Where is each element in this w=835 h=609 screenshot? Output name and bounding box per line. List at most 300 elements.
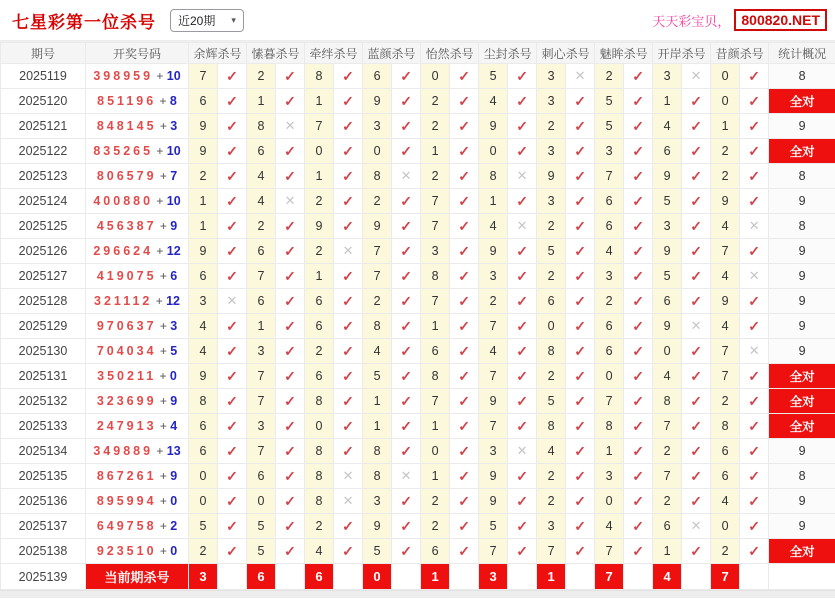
kill-number-cell: 2 — [595, 289, 624, 314]
chevron-down-icon: ▾ — [231, 14, 236, 25]
kill-number-cell: 5 — [537, 239, 566, 264]
kill-result-cell — [392, 239, 421, 264]
kill-number-cell: 8 — [711, 414, 740, 439]
kill-result-cell — [508, 64, 537, 89]
column-header-kill-7: 刺心杀号 — [537, 43, 595, 64]
kill-number-cell: 0 — [247, 489, 276, 514]
check-icon: ✓ — [400, 517, 412, 534]
check-icon: ✓ — [284, 167, 296, 184]
kill-result-cell — [334, 239, 363, 264]
check-icon: ✓ — [690, 342, 702, 359]
promo-area — [652, 9, 827, 31]
kill-number-cell: 1 — [305, 264, 334, 289]
draw-numbers-cell — [86, 514, 189, 539]
kill-result-cell — [624, 539, 653, 564]
plus-sign: + — [152, 294, 167, 308]
check-icon: ✓ — [458, 192, 470, 209]
cross-icon: ✕ — [690, 518, 702, 533]
kill-result-cell — [334, 214, 363, 239]
check-icon: ✓ — [574, 467, 586, 484]
draw-numbers-cell — [86, 164, 189, 189]
kill-number-cell: 4 — [363, 339, 392, 364]
current-kill-number-cell: 6 — [247, 564, 276, 590]
stat-cell: 9 — [769, 114, 835, 139]
kill-number-cell: 4 — [479, 89, 508, 114]
kill-result-cell — [392, 389, 421, 414]
kill-number-cell: 2 — [537, 114, 566, 139]
main-numbers: 867261 — [96, 469, 157, 483]
kill-number-cell: 1 — [421, 464, 450, 489]
check-icon: ✓ — [284, 442, 296, 459]
kill-result-cell — [624, 439, 653, 464]
kill-number-cell: 0 — [595, 489, 624, 514]
check-icon: ✓ — [748, 167, 761, 184]
kill-result-cell — [450, 264, 479, 289]
top-bar — [0, 0, 835, 42]
stat-cell: 全对 — [769, 389, 835, 414]
kill-number-cell: 2 — [421, 89, 450, 114]
bonus-number: 10 — [166, 144, 181, 158]
kill-result-cell — [218, 489, 247, 514]
bonus-number: 0 — [170, 494, 178, 508]
kill-number-cell: 9 — [479, 239, 508, 264]
kill-number-cell: 8 — [421, 264, 450, 289]
check-icon: ✓ — [516, 467, 528, 484]
kill-number-cell: 8 — [305, 389, 334, 414]
kill-result-cell — [334, 164, 363, 189]
check-icon: ✓ — [226, 492, 238, 509]
check-icon: ✓ — [284, 517, 296, 534]
kill-number-cell: 2 — [189, 164, 218, 189]
kill-result-cell — [218, 239, 247, 264]
check-icon: ✓ — [748, 442, 761, 459]
period-cell: 2025138 — [1, 539, 86, 564]
column-header-kill-4: 蓝颜杀号 — [363, 43, 421, 64]
column-header-kill-3: 牵绊杀号 — [305, 43, 363, 64]
check-icon: ✓ — [632, 92, 644, 109]
check-icon: ✓ — [342, 392, 354, 409]
check-icon: ✓ — [574, 542, 586, 559]
check-icon: ✓ — [226, 542, 238, 559]
kill-number-cell: 1 — [421, 414, 450, 439]
period-cell: 2025126 — [1, 239, 86, 264]
period-range-value: 近20期 — [178, 13, 216, 28]
check-icon: ✓ — [574, 142, 586, 159]
table-row — [1, 264, 835, 289]
kill-result-cell — [392, 539, 421, 564]
period-cell: 2025124 — [1, 189, 86, 214]
check-icon: ✓ — [284, 267, 296, 284]
kill-number-cell: 3 — [247, 414, 276, 439]
kill-result-cell — [334, 364, 363, 389]
check-icon: ✓ — [226, 192, 238, 209]
check-icon: ✓ — [632, 67, 644, 84]
check-icon: ✓ — [690, 417, 702, 434]
kill-number-cell: 4 — [479, 339, 508, 364]
kill-result-cell — [508, 89, 537, 114]
period-cell: 2025139 — [1, 564, 86, 590]
plus-sign: + — [156, 494, 171, 508]
kill-number-cell: 7 — [247, 439, 276, 464]
kill-result-cell — [740, 314, 769, 339]
kill-result-cell — [218, 64, 247, 89]
kill-number-cell: 3 — [537, 139, 566, 164]
kill-result-cell — [682, 464, 711, 489]
plus-sign: + — [156, 419, 171, 433]
check-icon: ✓ — [632, 167, 644, 184]
kill-number-cell: 8 — [247, 114, 276, 139]
check-icon: ✓ — [632, 542, 644, 559]
kill-number-cell: 6 — [595, 339, 624, 364]
period-cell: 2025129 — [1, 314, 86, 339]
kill-number-cell: 2 — [537, 364, 566, 389]
cross-icon: ✕ — [748, 343, 760, 358]
kill-number-cell: 9 — [363, 214, 392, 239]
kill-result-cell — [682, 64, 711, 89]
kill-result-cell — [508, 439, 537, 464]
draw-numbers-cell — [86, 64, 189, 89]
check-icon: ✓ — [458, 317, 470, 334]
kill-result-cell — [508, 239, 537, 264]
kill-result-cell — [334, 514, 363, 539]
kill-result-cell — [740, 389, 769, 414]
kill-result-cell — [682, 214, 711, 239]
cross-icon: ✕ — [342, 493, 354, 508]
check-icon: ✓ — [690, 142, 702, 159]
check-icon: ✓ — [574, 342, 586, 359]
bonus-number: 7 — [170, 169, 178, 183]
kill-number-cell: 2 — [305, 189, 334, 214]
kill-number-cell: 2 — [711, 164, 740, 189]
check-icon: ✓ — [400, 117, 412, 134]
kill-number-cell: 7 — [421, 289, 450, 314]
kill-number-cell: 2 — [653, 439, 682, 464]
kill-result-cell — [218, 139, 247, 164]
kill-number-cell: 5 — [595, 89, 624, 114]
table-row — [1, 539, 835, 564]
kill-result-cell — [508, 514, 537, 539]
kill-number-cell: 2 — [537, 214, 566, 239]
kill-number-cell: 9 — [189, 364, 218, 389]
check-icon: ✓ — [342, 442, 354, 459]
check-icon: ✓ — [458, 542, 470, 559]
check-icon: ✓ — [516, 367, 528, 384]
kill-result-cell — [624, 389, 653, 414]
check-icon: ✓ — [226, 167, 238, 184]
check-icon: ✓ — [226, 117, 238, 134]
kill-number-cell: 6 — [653, 289, 682, 314]
kill-number-cell: 4 — [595, 514, 624, 539]
check-icon: ✓ — [516, 67, 528, 84]
bonus-number: 9 — [170, 469, 178, 483]
plus-sign: + — [156, 394, 171, 408]
kill-result-cell — [334, 414, 363, 439]
check-icon: ✓ — [574, 242, 586, 259]
check-icon: ✓ — [400, 142, 412, 159]
kill-result-cell — [392, 214, 421, 239]
kill-number-cell: 6 — [363, 64, 392, 89]
kill-number-cell: 0 — [479, 139, 508, 164]
kill-result-cell — [682, 489, 711, 514]
column-header-period: 期号 — [1, 43, 86, 64]
empty-cell — [276, 564, 305, 590]
kill-result-cell — [682, 514, 711, 539]
period-cell: 2025137 — [1, 514, 86, 539]
kill-number-cell: 7 — [247, 364, 276, 389]
kill-number-cell: 5 — [479, 514, 508, 539]
kill-result-cell — [276, 189, 305, 214]
table-row — [1, 239, 835, 264]
check-icon: ✓ — [284, 92, 296, 109]
kill-result-cell — [450, 64, 479, 89]
kill-number-cell: 9 — [479, 389, 508, 414]
period-range-select[interactable] — [170, 9, 244, 32]
check-icon: ✓ — [748, 542, 761, 559]
kill-number-cell: 8 — [363, 164, 392, 189]
check-icon: ✓ — [632, 317, 644, 334]
kill-number-cell: 1 — [305, 164, 334, 189]
main-numbers: 323699 — [96, 394, 157, 408]
kill-result-cell — [566, 139, 595, 164]
kill-result-cell — [334, 139, 363, 164]
kill-result-cell — [218, 514, 247, 539]
kill-result-cell — [740, 489, 769, 514]
check-icon: ✓ — [690, 542, 702, 559]
plus-sign: + — [156, 344, 171, 358]
kill-result-cell — [450, 464, 479, 489]
kill-result-cell — [450, 514, 479, 539]
stat-cell: 全对 — [769, 89, 835, 114]
check-icon: ✓ — [284, 417, 296, 434]
kill-number-cell: 8 — [305, 489, 334, 514]
kill-number-cell: 4 — [479, 214, 508, 239]
kill-number-cell: 3 — [479, 264, 508, 289]
kill-result-cell — [218, 189, 247, 214]
check-icon: ✓ — [458, 292, 470, 309]
kill-result-cell — [624, 189, 653, 214]
check-icon: ✓ — [748, 392, 761, 409]
stat-cell: 9 — [769, 264, 835, 289]
kill-result-cell — [566, 239, 595, 264]
check-icon: ✓ — [226, 342, 238, 359]
kill-result-cell — [276, 464, 305, 489]
bonus-number: 3 — [170, 119, 178, 133]
kill-result-cell — [624, 489, 653, 514]
kill-number-cell: 0 — [537, 314, 566, 339]
cross-icon: ✕ — [284, 118, 296, 133]
check-icon: ✓ — [284, 67, 296, 84]
main-numbers: 419075 — [96, 269, 157, 283]
kill-result-cell — [218, 439, 247, 464]
main-numbers: 835265 — [93, 144, 154, 158]
kill-number-cell: 7 — [653, 464, 682, 489]
kill-number-cell: 9 — [189, 139, 218, 164]
kill-number-cell: 6 — [189, 439, 218, 464]
kill-number-cell: 1 — [421, 314, 450, 339]
kill-result-cell — [450, 189, 479, 214]
kill-result-cell — [334, 289, 363, 314]
kill-number-cell: 5 — [479, 64, 508, 89]
kill-number-cell: 7 — [421, 214, 450, 239]
check-icon: ✓ — [632, 117, 644, 134]
check-icon: ✓ — [690, 117, 702, 134]
kill-result-cell — [682, 539, 711, 564]
kill-number-cell: 1 — [653, 539, 682, 564]
check-icon: ✓ — [748, 142, 761, 159]
table-row — [1, 314, 835, 339]
kill-result-cell — [450, 289, 479, 314]
check-icon: ✓ — [748, 117, 761, 134]
kill-number-cell: 4 — [711, 489, 740, 514]
kill-result-cell — [276, 239, 305, 264]
kill-result-cell — [218, 89, 247, 114]
kill-number-cell: 8 — [363, 314, 392, 339]
kill-result-cell — [624, 164, 653, 189]
kill-number-cell: 5 — [247, 514, 276, 539]
kill-number-cell: 2 — [189, 539, 218, 564]
kill-result-cell — [624, 64, 653, 89]
check-icon: ✓ — [748, 92, 761, 109]
kill-number-cell: 2 — [595, 64, 624, 89]
main-numbers: 247913 — [96, 419, 157, 433]
kill-result-cell — [450, 114, 479, 139]
kill-result-cell — [392, 314, 421, 339]
kill-number-cell: 9 — [189, 114, 218, 139]
check-icon: ✓ — [400, 342, 412, 359]
empty-cell — [682, 564, 711, 590]
period-cell: 2025120 — [1, 89, 86, 114]
check-icon: ✓ — [400, 417, 412, 434]
table-header-row — [1, 43, 835, 64]
kill-number-cell: 5 — [247, 539, 276, 564]
kill-result-cell — [682, 164, 711, 189]
kill-result-cell — [566, 514, 595, 539]
kill-number-cell: 9 — [537, 164, 566, 189]
check-icon: ✓ — [458, 392, 470, 409]
stat-cell: 全对 — [769, 414, 835, 439]
kill-result-cell — [740, 539, 769, 564]
check-icon: ✓ — [574, 492, 586, 509]
kill-number-cell: 6 — [247, 139, 276, 164]
cross-icon: ✕ — [516, 443, 528, 458]
kill-result-cell — [334, 489, 363, 514]
kill-number-cell: 1 — [247, 314, 276, 339]
check-icon: ✓ — [574, 367, 586, 384]
kill-result-cell — [508, 539, 537, 564]
kill-number-cell: 4 — [711, 264, 740, 289]
main-numbers: 923510 — [96, 544, 157, 558]
kill-result-cell — [740, 189, 769, 214]
kill-result-cell — [624, 89, 653, 114]
check-icon: ✓ — [516, 517, 528, 534]
check-icon: ✓ — [226, 267, 238, 284]
kill-number-cell: 6 — [595, 314, 624, 339]
check-icon: ✓ — [632, 442, 644, 459]
kill-result-cell — [276, 114, 305, 139]
draw-numbers-cell — [86, 189, 189, 214]
kill-result-cell — [450, 389, 479, 414]
kill-result-cell — [450, 489, 479, 514]
kill-number-cell: 4 — [711, 214, 740, 239]
kill-result-cell — [508, 464, 537, 489]
kill-result-cell — [740, 139, 769, 164]
kill-number-cell: 2 — [305, 239, 334, 264]
check-icon: ✓ — [690, 292, 702, 309]
table-row — [1, 364, 835, 389]
check-icon: ✓ — [342, 542, 354, 559]
kill-result-cell — [450, 89, 479, 114]
column-header-kill-2: 愫暮杀号 — [247, 43, 305, 64]
kill-number-cell: 6 — [189, 414, 218, 439]
kill-number-cell: 8 — [595, 414, 624, 439]
main-numbers: 806579 — [96, 169, 157, 183]
check-icon: ✓ — [748, 492, 761, 509]
kill-number-cell: 2 — [305, 514, 334, 539]
kill-number-cell: 6 — [305, 289, 334, 314]
kill-result-cell — [682, 389, 711, 414]
kill-result-cell — [334, 464, 363, 489]
kill-number-cell: 3 — [189, 289, 218, 314]
promo-site-badge: 800820.NET — [734, 9, 827, 31]
kill-number-cell: 1 — [711, 114, 740, 139]
kill-result-cell — [624, 289, 653, 314]
kill-result-cell — [682, 89, 711, 114]
current-kill-number-cell: 6 — [305, 564, 334, 590]
kill-result-cell — [450, 364, 479, 389]
kill-result-cell — [450, 439, 479, 464]
kill-result-cell — [218, 339, 247, 364]
empty-cell — [218, 564, 247, 590]
kill-number-cell: 2 — [305, 339, 334, 364]
kill-number-cell: 8 — [305, 439, 334, 464]
kill-number-cell: 3 — [479, 439, 508, 464]
check-icon: ✓ — [400, 92, 412, 109]
cross-icon: ✕ — [342, 243, 354, 258]
kill-result-cell — [740, 114, 769, 139]
kill-result-cell — [276, 389, 305, 414]
table-row — [1, 189, 835, 214]
kill-result-cell — [334, 89, 363, 114]
check-icon: ✓ — [748, 67, 761, 84]
check-icon: ✓ — [690, 167, 702, 184]
kill-result-cell — [740, 514, 769, 539]
check-icon: ✓ — [574, 267, 586, 284]
kill-result-cell — [624, 264, 653, 289]
check-icon: ✓ — [458, 242, 470, 259]
check-icon: ✓ — [690, 442, 702, 459]
kill-number-cell: 8 — [653, 389, 682, 414]
kill-number-cell: 7 — [247, 389, 276, 414]
check-icon: ✓ — [226, 142, 238, 159]
kill-number-cell: 5 — [537, 389, 566, 414]
kill-result-cell — [450, 139, 479, 164]
check-icon: ✓ — [342, 417, 354, 434]
check-icon: ✓ — [458, 167, 470, 184]
kill-result-cell — [508, 214, 537, 239]
check-icon: ✓ — [690, 467, 702, 484]
period-cell: 2025136 — [1, 489, 86, 514]
current-kill-number-cell: 4 — [653, 564, 682, 590]
kill-result-cell — [682, 314, 711, 339]
kill-number-cell: 1 — [363, 389, 392, 414]
check-icon: ✓ — [342, 317, 354, 334]
kill-result-cell — [450, 414, 479, 439]
check-icon: ✓ — [284, 217, 296, 234]
check-icon: ✓ — [400, 67, 412, 84]
kill-number-cell: 7 — [363, 264, 392, 289]
kill-result-cell — [624, 364, 653, 389]
kill-number-cell: 4 — [653, 114, 682, 139]
